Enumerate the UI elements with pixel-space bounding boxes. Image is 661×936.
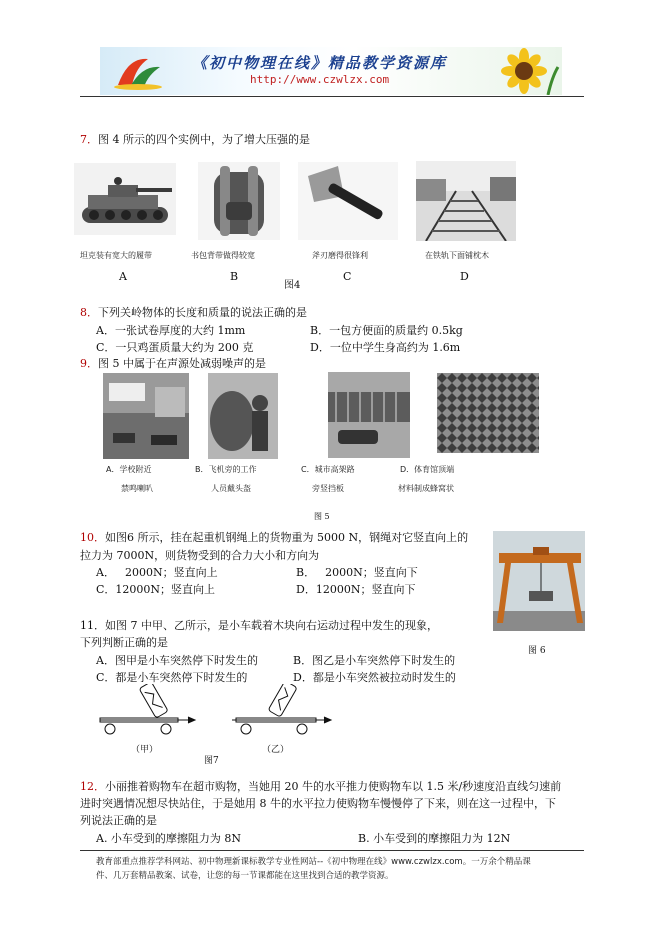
question-text: 如图6 所示，挂在起重机钢绳上的货物重为 5000 N，钢绳对它竖直向上的	[105, 531, 469, 544]
question-text: 图 5 中属于在声源处减弱噪声的是	[98, 357, 266, 370]
caption-9d-line1: D．体育馆顶端	[400, 465, 455, 474]
caption-9a-line2: 禁鸣喇叭	[121, 484, 153, 493]
q11-option-d: D．都是小车突然被拉动时发生的	[293, 671, 456, 684]
caption-9b-line2: 人员戴头盔	[211, 484, 251, 493]
figure-7-label-yi: （乙）	[262, 745, 290, 755]
school-no-horn-image	[103, 373, 189, 459]
caption-9c-line2: 旁竖挡板	[312, 484, 344, 493]
tank-image	[74, 163, 176, 235]
question-12-line1	[80, 780, 561, 794]
option-letter-d: D	[460, 270, 469, 283]
question-text: 小丽推着购物车在超市购物，当她用 20 牛的水平推力使购物车以 1.5 米/秒速度沿直线匀速前	[105, 780, 562, 793]
question-8	[80, 306, 307, 320]
question-12-line3: 列说法正确的是	[80, 814, 157, 827]
banner-title: 《初中物理在线》精品教学资源库	[192, 54, 448, 72]
question-7	[80, 133, 310, 147]
question-10-line1	[80, 531, 468, 545]
question-11-line2: 下列判断正确的是	[80, 636, 168, 649]
question-number: 10．	[80, 531, 105, 544]
option-letter-b: B	[230, 270, 239, 283]
option-letter: D．	[296, 583, 316, 596]
sunflower-icon	[492, 47, 562, 95]
option-letter: B．	[296, 566, 316, 579]
figure-7-label-jia: （甲）	[131, 745, 159, 755]
question-number: 11．	[80, 619, 105, 632]
q10-option-c	[96, 583, 215, 597]
q11-option-b: B．图乙是小车突然停下时发生的	[293, 654, 456, 667]
caption-9b-line1: B．飞机旁的工作	[195, 465, 257, 474]
figure-5-label: 图 5	[314, 512, 330, 521]
header-divider	[80, 96, 584, 97]
question-number: 12．	[80, 780, 105, 793]
question-12-line2: 进时突遇情况想尽快站住，于是她用 8 牛的水平拉力使购物车慢慢停了下来，则在这一过程中，下	[80, 797, 556, 810]
footer-line-1: 教育部重点推荐学科网站、初中物理新课标教学专业性网站--《初中物理在线》www.czwlzx.com。一万余个精品课	[96, 857, 531, 867]
option-text: 2000N；竖直向下	[325, 566, 418, 579]
caption-7b: 书包背带做得较宽	[191, 251, 255, 260]
footer-divider	[80, 850, 584, 851]
question-number: 7．	[80, 133, 98, 146]
backpack-image	[198, 162, 280, 240]
question-number: 9．	[80, 357, 98, 370]
option-letter-c: C	[343, 270, 352, 283]
q10-option-b	[296, 566, 418, 580]
question-text: 如图 7 中甲、乙所示，是小车载着木块向右运动过程中发生的现象，	[105, 619, 438, 632]
question-9	[80, 357, 266, 371]
caption-9c-line1: C．城市高架路	[301, 465, 355, 474]
option-letter: C．	[96, 583, 116, 596]
figure-7-drawing	[96, 684, 336, 744]
option-text: 2000N；竖直向上	[124, 566, 218, 579]
banner-url[interactable]: http://www.czwlzx.com	[250, 73, 390, 86]
caption-7c: 斧刃磨得很锋利	[312, 251, 368, 260]
question-10-line2: 拉力为 7000N，则货物受到的合力大小和方向为	[80, 549, 320, 562]
question-text: 下列关岭物体的长度和质量的说法正确的是	[98, 306, 307, 319]
site-logo	[108, 51, 168, 91]
q8-option-a: A．一张试卷厚度的大约 1mm	[96, 324, 246, 337]
cart-yi	[232, 684, 331, 734]
caption-7a: 坦克装有宽大的履带	[80, 251, 152, 260]
q10-option-a	[96, 566, 218, 580]
question-11-line1	[80, 619, 438, 633]
header-banner	[100, 47, 562, 95]
caption-9d-line2: 材料制成蜂窝状	[398, 484, 454, 493]
cart-jia	[100, 684, 195, 734]
q11-option-c: C．都是小车突然停下时发生的	[96, 671, 248, 684]
q12-option-a: A. 小车受到的摩擦阻力为 8N	[96, 832, 242, 845]
elevated-road-image	[328, 372, 410, 458]
q8-option-c: C．一只鸡蛋质量大约为 200 克	[96, 341, 254, 354]
figure-4-label: 图4	[284, 280, 301, 291]
airport-worker-image	[208, 373, 278, 459]
axe-image	[298, 162, 398, 240]
q10-option-d	[296, 583, 415, 597]
option-letter: A．	[96, 566, 115, 579]
railway-image	[416, 161, 516, 241]
gym-ceiling-image	[437, 373, 539, 453]
question-text: 图 4 所示的四个实例中，为了增大压强的是	[98, 133, 310, 146]
q8-option-d: D．一位中学生身高约为 1.6m	[310, 341, 461, 354]
option-text: 12000N；竖直向下	[315, 583, 416, 596]
q12-option-b: B. 小车受到的摩擦阻力为 12N	[358, 832, 511, 845]
q8-option-b: B．一包方便面的质量约 0.5kg	[310, 324, 463, 337]
footer-line-2: 件、几万套精品教案、试卷，让您的每一节课都能在这里找到合适的教学资源。	[96, 871, 394, 881]
option-text: 12000N；竖直向上	[115, 583, 216, 596]
crane-image	[493, 531, 585, 631]
q11-option-a: A．图甲是小车突然停下时发生的	[96, 654, 258, 667]
option-letter-a: A	[119, 270, 127, 283]
caption-7d: 在铁轨下面铺枕木	[425, 251, 489, 260]
question-number: 8．	[80, 306, 98, 319]
figure-6-label: 图 6	[528, 646, 546, 656]
caption-9a-line1: A．学校附近	[106, 465, 152, 474]
figure-7-label: 图7	[204, 756, 219, 766]
